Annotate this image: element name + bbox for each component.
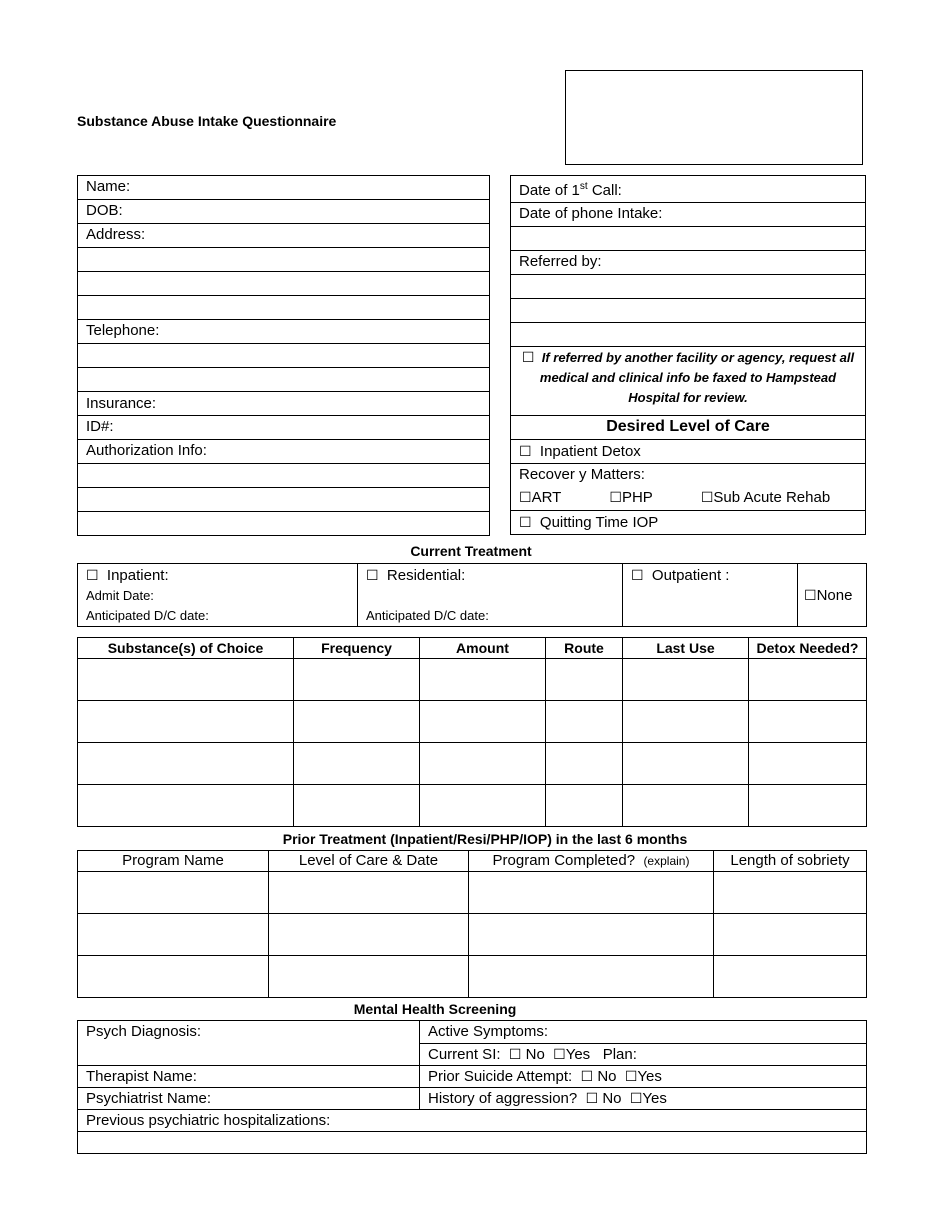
demographic-field[interactable]	[78, 248, 490, 272]
table-row	[78, 785, 867, 827]
prior-treatment-cell[interactable]	[78, 956, 269, 998]
history-aggression-field[interactable]: History of aggression? ☐ No ☐Yes	[420, 1088, 867, 1110]
blank-row[interactable]	[511, 323, 866, 347]
prior-treatment-cell[interactable]	[269, 872, 469, 914]
intake-panel	[510, 175, 866, 535]
demographic-field[interactable]	[78, 296, 490, 320]
substance-cell[interactable]	[420, 743, 546, 785]
substance-header: Route	[546, 638, 623, 659]
date-phone-intake-field[interactable]: Date of phone Intake:	[511, 203, 866, 227]
substance-cell[interactable]	[78, 701, 294, 743]
substance-cell[interactable]	[294, 701, 420, 743]
substance-header: Frequency	[294, 638, 420, 659]
substance-cell[interactable]	[78, 743, 294, 785]
table-row	[78, 743, 867, 785]
prior-treatment-cell[interactable]	[714, 872, 867, 914]
substance-cell[interactable]	[294, 659, 420, 701]
demographic-field[interactable]: DOB:	[78, 200, 490, 224]
date-first-call-field[interactable]: Date of 1st Call:	[511, 176, 866, 203]
outpatient-option[interactable]: ☐ Outpatient :	[631, 567, 730, 584]
prior-treatment-table	[77, 850, 867, 998]
demographic-field[interactable]	[78, 512, 490, 536]
demographic-field[interactable]	[78, 464, 490, 488]
recovery-matters-label: Recover y Matters:	[519, 466, 645, 483]
recovery-matters-options	[511, 464, 866, 511]
anticipated-dc-label: Anticipated D/C date:	[366, 608, 489, 623]
table-row	[78, 872, 867, 914]
demographic-field[interactable]: ID#:	[78, 416, 490, 440]
program-name-header: Program Name	[78, 851, 269, 872]
mental-health-table	[77, 1020, 867, 1154]
substance-cell[interactable]	[623, 701, 749, 743]
substance-cell[interactable]	[749, 743, 867, 785]
art-option[interactable]: ☐ART	[519, 489, 562, 506]
admit-date-label: Admit Date:	[86, 588, 154, 603]
prior-treatment-cell[interactable]	[469, 914, 714, 956]
table-row	[78, 659, 867, 701]
substance-cell[interactable]	[623, 659, 749, 701]
demographic-field[interactable]: Telephone:	[78, 320, 490, 344]
length-sobriety-header: Length of sobriety	[714, 851, 867, 872]
residential-cell	[358, 564, 623, 627]
substance-cell[interactable]	[749, 701, 867, 743]
substance-cell[interactable]	[546, 659, 623, 701]
logo-box	[565, 70, 863, 165]
demographic-field[interactable]: Address:	[78, 224, 490, 248]
substance-cell[interactable]	[78, 785, 294, 827]
substance-cell[interactable]	[294, 743, 420, 785]
inpatient-option[interactable]: ☐ Inpatient:	[86, 567, 169, 584]
referral-checkbox[interactable]: ☐	[521, 349, 535, 365]
prior-treatment-cell[interactable]	[469, 872, 714, 914]
current-treatment-table	[77, 563, 867, 627]
current-treatment-heading: Current Treatment	[410, 543, 532, 559]
anticipated-dc-label: Anticipated D/C date:	[86, 608, 209, 623]
demographic-field[interactable]	[78, 344, 490, 368]
demographic-field[interactable]: Authorization Info:	[78, 440, 490, 464]
substance-cell[interactable]	[420, 659, 546, 701]
program-completed-header: Program Completed? (explain)	[469, 851, 714, 872]
table-row	[78, 701, 867, 743]
substance-header: Last Use	[623, 638, 749, 659]
blank-row[interactable]	[78, 1132, 867, 1154]
prior-treatment-cell[interactable]	[78, 914, 269, 956]
prior-suicide-field[interactable]: Prior Suicide Attempt: ☐ No ☐Yes	[420, 1066, 867, 1088]
level-of-care-header: Level of Care & Date	[269, 851, 469, 872]
demographic-field[interactable]	[78, 368, 490, 392]
substance-cell[interactable]	[546, 701, 623, 743]
substance-cell[interactable]	[420, 701, 546, 743]
active-symptoms-field[interactable]: Active Symptoms:	[420, 1021, 867, 1044]
previous-hospitalizations-field[interactable]: Previous psychiatric hospitalizations:	[78, 1110, 867, 1132]
demographics-table	[77, 175, 490, 536]
prior-treatment-cell[interactable]	[78, 872, 269, 914]
referred-by-field[interactable]: Referred by:	[511, 251, 866, 275]
mental-health-heading: Mental Health Screening	[353, 1001, 517, 1017]
substance-cell[interactable]	[420, 785, 546, 827]
substance-cell[interactable]	[749, 659, 867, 701]
demographic-field[interactable]	[78, 488, 490, 512]
substance-header: Detox Needed?	[749, 638, 867, 659]
substance-table	[77, 637, 867, 827]
prior-treatment-cell[interactable]	[469, 956, 714, 998]
substance-cell[interactable]	[749, 785, 867, 827]
none-option[interactable]: ☐None	[798, 564, 867, 627]
demographic-field[interactable]	[78, 272, 490, 296]
substance-cell[interactable]	[546, 785, 623, 827]
substance-cell[interactable]	[78, 659, 294, 701]
inpatient-detox-option[interactable]: ☐ Inpatient Detox	[511, 440, 866, 464]
prior-treatment-heading: Prior Treatment (Inpatient/Resi/PHP/IOP) in the last 6 months	[282, 831, 688, 847]
psych-diagnosis-field[interactable]: Psych Diagnosis:	[78, 1021, 420, 1066]
table-row	[78, 956, 867, 998]
page-title: Substance Abuse Intake Questionnaire	[77, 113, 337, 129]
checkbox[interactable]: ☐	[519, 514, 532, 530]
prior-treatment-cell[interactable]	[269, 914, 469, 956]
prior-treatment-cell[interactable]	[714, 956, 867, 998]
substance-cell[interactable]	[294, 785, 420, 827]
psychiatrist-name-field[interactable]: Psychiatrist Name:	[78, 1088, 420, 1110]
checkbox[interactable]: ☐	[519, 443, 532, 459]
demographic-field[interactable]: Name:	[78, 176, 490, 200]
demographic-field[interactable]: Insurance:	[78, 392, 490, 416]
therapist-name-field[interactable]: Therapist Name:	[78, 1066, 420, 1088]
desired-level-heading: Desired Level of Care	[511, 416, 866, 440]
inpatient-cell	[78, 564, 358, 627]
substance-cell[interactable]	[546, 743, 623, 785]
sub-acute-option[interactable]: ☐Sub Acute Rehab	[700, 489, 831, 506]
prior-treatment-cell[interactable]	[269, 956, 469, 998]
blank-row[interactable]	[511, 275, 866, 299]
blank-row[interactable]	[511, 227, 866, 251]
current-si-field[interactable]: Current SI: ☐ No ☐Yes Plan:	[420, 1043, 867, 1066]
substance-header: Amount	[420, 638, 546, 659]
blank-row[interactable]	[511, 299, 866, 323]
substance-cell[interactable]	[623, 743, 749, 785]
prior-treatment-cell[interactable]	[714, 914, 867, 956]
quitting-time-option[interactable]: ☐ Quitting Time IOP	[511, 511, 866, 535]
residential-option[interactable]: ☐ Residential:	[366, 567, 466, 584]
php-option[interactable]: ☐PHP	[609, 489, 653, 506]
substance-cell[interactable]	[623, 785, 749, 827]
referral-note: ☐ If referred by another facility or agency, request all medical and clinical info be faxed to Hampstead Hospital for review.	[511, 347, 866, 416]
outpatient-cell	[623, 564, 798, 627]
substance-header: Substance(s) of Choice	[78, 638, 294, 659]
table-row	[78, 914, 867, 956]
